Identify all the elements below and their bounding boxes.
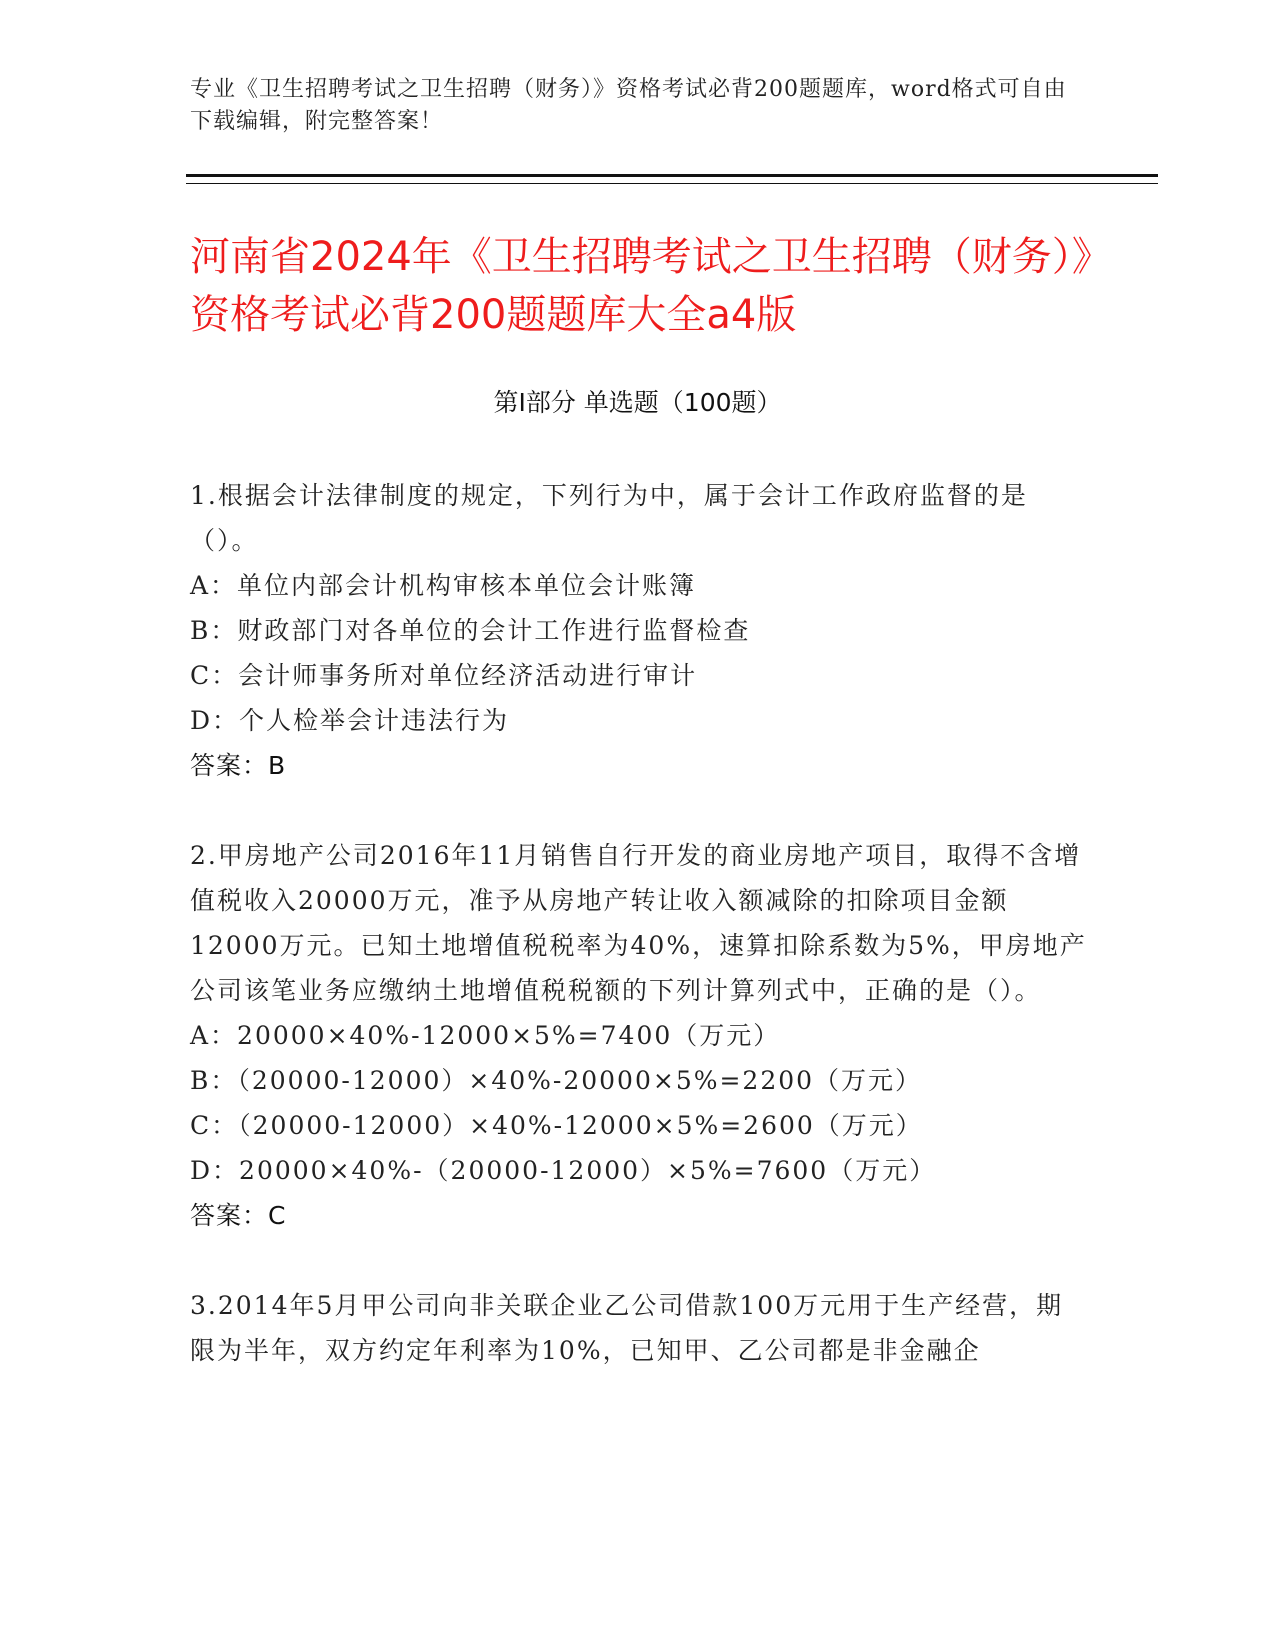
header-intro: 专业《卫生招聘考试之卫生招聘（财务）》资格考试必背200题题库，word格式可自由下载编辑，附完整答案！ — [190, 77, 1067, 134]
question-1 — [190, 473, 1090, 788]
question-stem: 1.根据会计法律制度的规定，下列行为中，属于会计工作政府监督的是（）。 — [190, 481, 1028, 555]
option-b: B：财政部门对各单位的会计工作进行监督检查 — [190, 616, 751, 645]
answer-line: 答案：B — [190, 751, 287, 780]
option-d: D：20000×40%-（20000-12000）×5%=7600（万元） — [190, 1156, 937, 1185]
option-b: B：（20000-12000）×40%-20000×5%=2200（万元） — [190, 1066, 923, 1095]
option-c: C：会计师事务所对单位经济活动进行审计 — [190, 661, 698, 690]
question-list — [190, 473, 1090, 1418]
option-d: D：个人检举会计违法行为 — [190, 706, 510, 735]
header-rule-thick — [186, 174, 1158, 177]
section-heading: 第Ⅰ部分 单选题（100题） — [493, 388, 782, 417]
question-stem: 3.2014年5月甲公司向非关联企业乙公司借款100万元用于生产经营，期限为半年，双方约定年利率为10%，已知甲、乙公司都是非金融企 — [190, 1291, 1064, 1365]
option-a: A：单位内部会计机构审核本单位会计账簿 — [190, 571, 697, 600]
header-rule-thin — [186, 183, 1158, 184]
option-a: A：20000×40%-12000×5%=7400（万元） — [190, 1021, 781, 1050]
question-stem: 2.甲房地产公司2016年11月销售自行开发的商业房地产项目，取得不含增值税收入20000万元，准予从房地产转让收入额减除的扣除项目金额12000万元。已知土地增值税税率为40%，速算扣除系数为5%，甲房地产公司该笔业务应缴纳土地增值税税额的下列计算列式中，正确的是（）。 — [190, 841, 1087, 1005]
question-2 — [190, 833, 1090, 1238]
document-title: 河南省2024年《卫生招聘考试之卫生招聘（财务）》资格考试必背200题题库大全a4版 — [190, 234, 1112, 338]
answer-line: 答案：C — [190, 1201, 287, 1230]
option-c: C：（20000-12000）×40%-12000×5%=2600（万元） — [190, 1111, 923, 1140]
question-3 — [190, 1283, 1090, 1373]
